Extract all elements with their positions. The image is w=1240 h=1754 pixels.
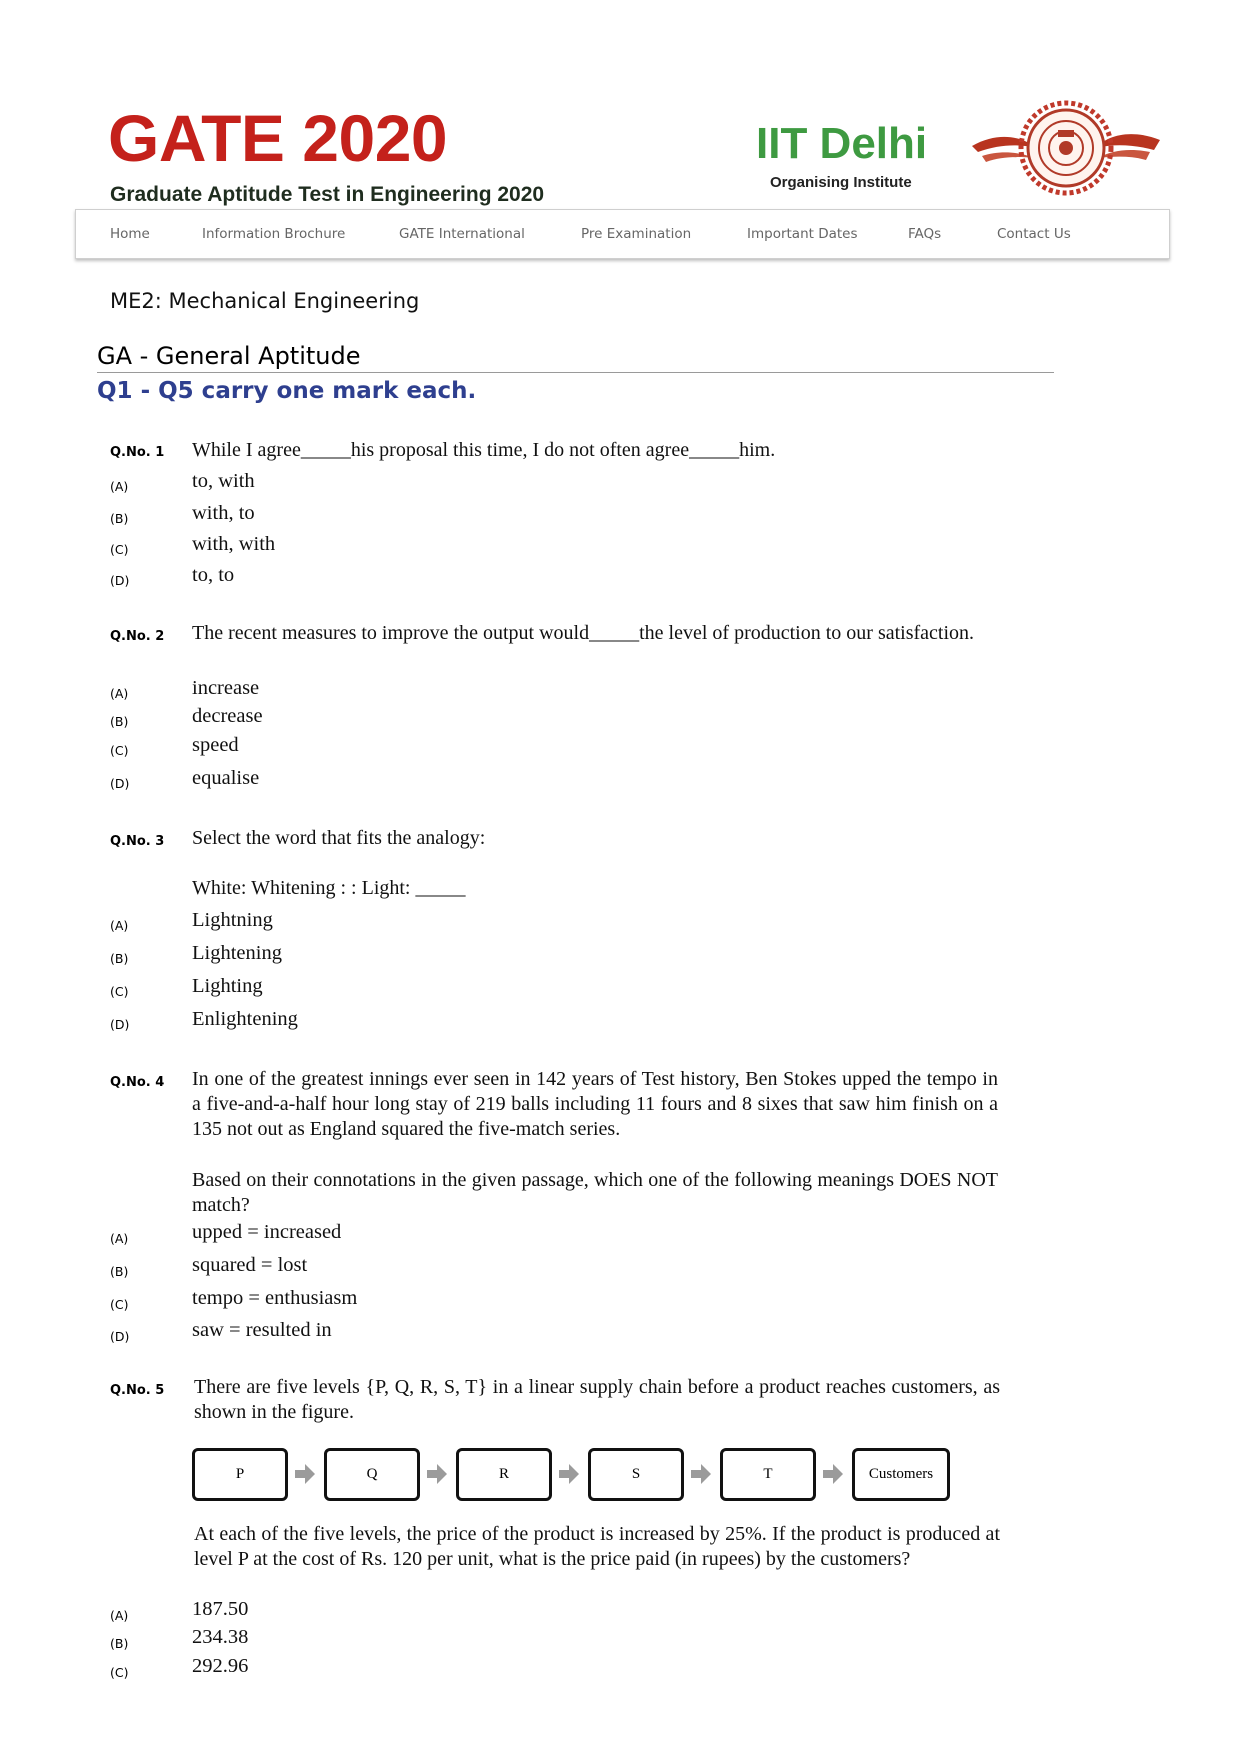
- option-label: (B): [110, 511, 129, 526]
- right-arrow-icon: [426, 1463, 448, 1485]
- option-text: 187.50: [192, 1598, 249, 1620]
- option-label: (D): [110, 1329, 130, 1344]
- section-divider: [97, 372, 1054, 373]
- option-label: (B): [110, 951, 129, 966]
- analogy-prompt: White: Whitening : : Light: _____: [192, 877, 466, 899]
- option-label: (A): [110, 479, 129, 494]
- flow-node-r: R: [456, 1448, 552, 1501]
- option-label: (C): [110, 542, 129, 557]
- marks-note: Q1 - Q5 carry one mark each.: [97, 378, 477, 404]
- option-label: (C): [110, 743, 129, 758]
- option-text: squared = lost: [192, 1254, 308, 1276]
- nav-information-brochure[interactable]: Information Brochure: [202, 226, 346, 242]
- option-text: saw = resulted in: [192, 1319, 332, 1341]
- option-label: (D): [110, 776, 130, 791]
- nav-gate-international[interactable]: GATE International: [399, 226, 525, 242]
- option-text: tempo = enthusiasm: [192, 1287, 358, 1309]
- gate-subtitle: Graduate Aptitude Test in Engineering 2020: [110, 183, 545, 206]
- question-text: Select the word that fits the analogy:: [192, 827, 486, 849]
- option-label: (A): [110, 918, 129, 933]
- question-number: Q.No. 2: [110, 629, 165, 644]
- question-text: In one of the greatest innings ever seen in 142 years of Test history, Ben Stokes upped the tempo in a five-and-a-half hour long stay of 219 balls including 11 fours and 8 sixes that saw him finish on a 135 not out as England squared the five-match series.: [192, 1068, 998, 1140]
- right-arrow-icon: [822, 1463, 844, 1485]
- flow-node-p: P: [192, 1448, 288, 1501]
- option-label: (B): [110, 1264, 129, 1279]
- option-text: equalise: [192, 767, 260, 789]
- institute-name: IIT Delhi: [756, 119, 928, 168]
- right-arrow-icon: [558, 1463, 580, 1485]
- flow-node-q: Q: [324, 1448, 420, 1501]
- institute-role: Organising Institute: [770, 174, 912, 191]
- nav-faqs[interactable]: FAQs: [908, 226, 942, 242]
- option-text: with, to: [192, 502, 255, 524]
- option-text: Lightening: [192, 942, 282, 964]
- option-text: Enlightening: [192, 1008, 298, 1030]
- option-text: with, with: [192, 533, 276, 555]
- option-label: (A): [110, 686, 129, 701]
- flow-node-customers: Customers: [852, 1448, 950, 1501]
- paper-code: ME2: Mechanical Engineering: [110, 289, 420, 313]
- option-text: increase: [192, 677, 260, 699]
- option-text: speed: [192, 734, 239, 756]
- option-label: (C): [110, 1297, 129, 1312]
- flow-node-s: S: [588, 1448, 684, 1501]
- option-label: (D): [110, 573, 130, 588]
- option-text: 292.96: [192, 1655, 249, 1677]
- option-label: (C): [110, 984, 129, 999]
- option-text: upped = increased: [192, 1221, 342, 1243]
- question-text: The recent measures to improve the output would_____the level of production to our satisfaction.: [192, 622, 975, 644]
- option-text: to, to: [192, 564, 235, 586]
- question-number: Q.No. 1: [110, 445, 165, 460]
- option-label: (A): [110, 1608, 129, 1623]
- question-number: Q.No. 3: [110, 834, 165, 849]
- right-arrow-icon: [294, 1463, 316, 1485]
- flow-node-t: T: [720, 1448, 816, 1501]
- right-arrow-icon: [690, 1463, 712, 1485]
- option-text: to, with: [192, 470, 255, 492]
- option-label: (C): [110, 1665, 129, 1680]
- option-label: (B): [110, 1636, 129, 1651]
- question-text-followup: Based on their connotations in the given passage, which one of the following meanings DOES NOT match?: [192, 1169, 998, 1216]
- nav-home[interactable]: Home: [110, 226, 150, 242]
- option-text: Lightning: [192, 909, 273, 931]
- main-navigation: [75, 209, 1170, 259]
- iit-delhi-emblem-logo: [970, 100, 1162, 200]
- question-number: Q.No. 4: [110, 1075, 165, 1090]
- option-text: 234.38: [192, 1626, 249, 1648]
- option-label: (A): [110, 1231, 129, 1246]
- question-text: There are five levels {P, Q, R, S, T} in a linear supply chain before a product reaches customers, as shown in the figure.: [194, 1376, 1000, 1423]
- gate-title: GATE 2020: [108, 101, 448, 175]
- section-title: GA - General Aptitude: [97, 342, 361, 370]
- nav-important-dates[interactable]: Important Dates: [747, 226, 858, 242]
- nav-pre-examination[interactable]: Pre Examination: [581, 226, 692, 242]
- option-label: (D): [110, 1017, 130, 1032]
- option-text: decrease: [192, 705, 263, 727]
- question-number: Q.No. 5: [110, 1383, 165, 1398]
- question-text-followup: At each of the five levels, the price of the product is increased by 25%. If the product is produced at level P at the cost of Rs. 120 per unit, what is the price paid (in rupees) by the customers?: [194, 1523, 1000, 1570]
- question-text: While I agree_____his proposal this time, I do not often agree_____him.: [192, 439, 776, 461]
- option-label: (B): [110, 714, 129, 729]
- nav-contact-us[interactable]: Contact Us: [997, 226, 1071, 242]
- option-text: Lighting: [192, 975, 263, 997]
